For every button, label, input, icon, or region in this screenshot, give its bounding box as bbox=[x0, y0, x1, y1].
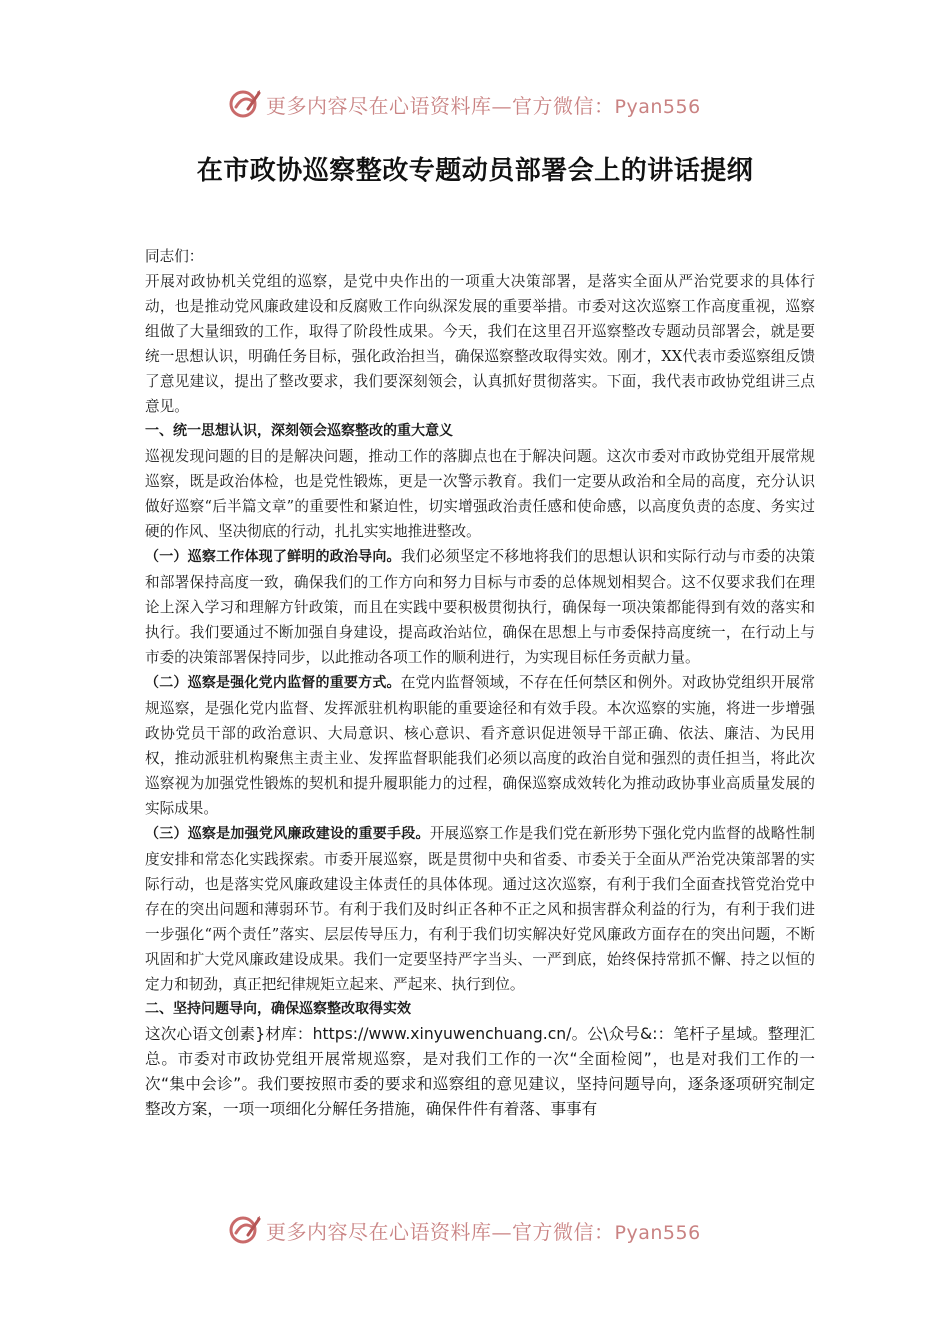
point-3-paragraph bbox=[145, 821, 815, 997]
page-title: 在市政协巡察整改专题动员部署会上的讲话提纲 bbox=[196, 156, 754, 186]
top-banner bbox=[0, 84, 950, 124]
point-3-lead: （三）巡察是加强党风廉政建设的重要手段。 bbox=[145, 826, 430, 842]
banner-content bbox=[228, 1210, 701, 1250]
banner-wechat-id: Pyan556 bbox=[614, 95, 701, 118]
section-1-heading: 一、统一思想认识，深刻领会巡察整改的重大意义 bbox=[145, 423, 453, 439]
swirl-pen-logo-icon bbox=[228, 1213, 262, 1247]
section-2-heading: 二、坚持问题导向，确保巡察整改取得实效 bbox=[145, 1001, 411, 1017]
banner-text: 更多内容尽在心语资料库—官方微信：Pyan556 bbox=[266, 93, 701, 118]
swirl-pen-logo-icon bbox=[228, 87, 262, 121]
greeting: 同志们： bbox=[145, 248, 204, 265]
document-body bbox=[145, 244, 815, 1122]
point-2-text: 在党内监督领域，不存在任何禁区和例外。对政协党组织开展常规巡察，是强化党内监督、发挥派驻机构职能的重要途径和有效手段。本次巡察的实施，将进一步增强政协党员干部的政治意识、大局意识、核心意识、看齐意识促进领导干部正确、依法、廉洁、为民用权，推动派驻机构聚焦主责主业、发挥监督职能我们必须以高度的政治自觉和强烈的责任担当，将此次巡察视为加强党性锻炼的契机和提升履职能力的过程，确保巡察成效转化为推动政协事业高质量发展的实际成果。 bbox=[145, 674, 815, 817]
intro-paragraph: 开展对政协机关党组的巡察，是党中央作出的一项重大决策部署，是落实全面从严治党要求的具体行动，也是推动党风廉政建设和反腐败工作向纵深发展的重要举措。市委对这次巡察工作高度重视，巡察组做了大量细致的工作，取得了阶段性成果。今天，我们在这里召开巡察整改专题动员部署会，就是要统一思想认识，明确任务目标，强化政治担当，确保巡察整改取得实效。刚才，XX代表市委巡察组反馈了意见建议，提出了整改要求，我们要深刻领会，认真抓好贯彻落实。下面，我代表市政协党组讲三点意见。 bbox=[145, 273, 815, 415]
point-3-text: 开展巡察工作是我们党在新形势下强化党内监督的战略性制度安排和常态化实践探索。市委开展巡察，既是贯彻中央和省委、市委关于全面从严治党决策部署的实际行动，也是落实党风廉政建设主体责任的具体体现。通过这次巡察，有利于我们全面查找管党治党中存在的突出问题和薄弱环节。有利于我们及时纠正各种不正之风和损害群众利益的行为，有利于我们进一步强化“两个责任”落实、层层传导压力，有利于我们切实解决好党风廉政方面存在的突出问题，不断巩固和扩大党风廉政建设成果。我们一定要坚持严字当头、一严到底，始终保持常抓不懈、持之以恒的定力和韧劲，真正把纪律规矩立起来、严起来、执行到位。 bbox=[145, 825, 815, 993]
section-2-paragraph: 这次心语文创素}材库：https://www.xinyuwenchuang.cn/。公\众号&:：笔杆子星域。整理汇总。市委对市政协党组开展常规巡察，是对我们工作的一次“全面检阅”，也是对我们工作的一次“集中会诊”。我们要按照市委的要求和巡察组的意见建议，坚持问题导向，逐条逐项研究制定整改方案，一项一项细化分解任务措施，确保件件有着落、事事有 bbox=[145, 1025, 815, 1118]
point-1-text: 我们必须坚定不移地将我们的思想认识和实际行动与市委的决策和部署保持高度一致，确保我们的工作方向和努力目标与市委的总体规划相契合。这不仅要求我们在理论上深入学习和理解方针政策，而且在实践中要积极贯彻执行，确保每一项决策都能得到有效的落实和执行。我们要通过不断加强自身建设，提高政治站位，确保在思想上与市委保持高度统一，在行动上与市委的决策部署保持同步，以此推动各项工作的顺利进行，为实现目标任务贡献力量。 bbox=[145, 548, 815, 666]
bottom-banner bbox=[0, 1210, 950, 1250]
section-1-paragraph: 巡视发现问题的目的是解决问题，推动工作的落脚点也在于解决问题。这次市委对市政协党组开展常规巡察，既是政治体检，也是党性锻炼，更是一次警示教育。我们一定要从政治和全局的高度，充分认识做好巡察“后半篇文章”的重要性和紧迫性，切实增强政治责任感和使命感，以高度负责的态度、务实过硬的作风、坚决彻底的行动，扎扎实实地推进整改。 bbox=[145, 448, 815, 540]
banner-text: 更多内容尽在心语资料库—官方微信：Pyan556 bbox=[266, 1219, 701, 1244]
point-1-paragraph bbox=[145, 544, 815, 670]
banner-wechat-id: Pyan556 bbox=[614, 1221, 701, 1244]
point-1-lead: （一）巡察工作体现了鲜明的政治导向。 bbox=[145, 549, 401, 565]
point-2-lead: （二）巡察是强化党内监督的重要方式。 bbox=[145, 675, 401, 691]
point-2-paragraph bbox=[145, 670, 815, 821]
banner-content bbox=[228, 84, 701, 124]
